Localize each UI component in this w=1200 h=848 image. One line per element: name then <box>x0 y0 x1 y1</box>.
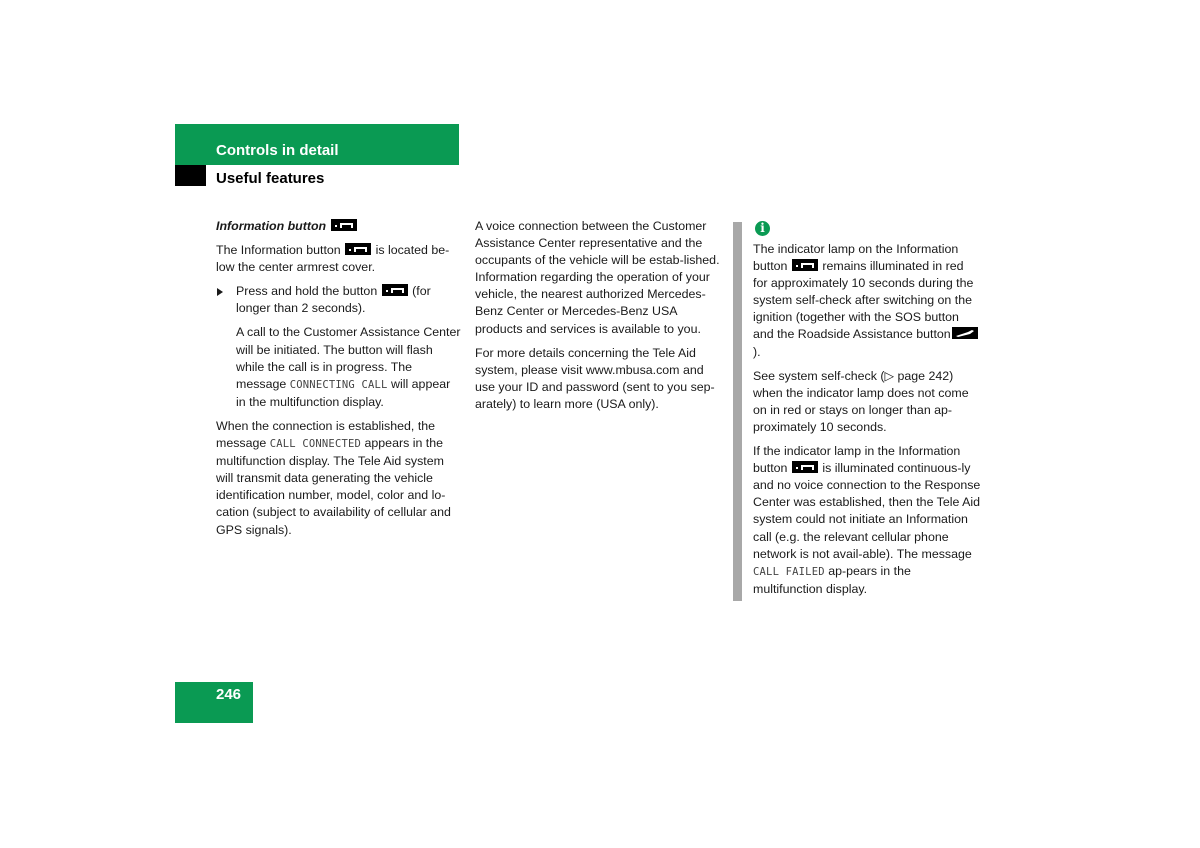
note-sidebar-bar <box>733 222 742 601</box>
bullet-arrow-icon <box>217 288 223 296</box>
text: The Information button <box>216 243 341 258</box>
text: will appear in the multifunction display. <box>236 376 451 409</box>
text: appears in the multifunction display. The Tele Aid system will transmit data generating the vehicle identification number, model, color and lo-cation (subject to availability of cellular and GPS signals). <box>216 436 451 537</box>
note-paragraph-1 <box>753 241 981 361</box>
text: The indicator lamp on the Information button <box>753 242 959 274</box>
information-button-icon <box>345 243 371 255</box>
text: is located be-low the center armrest cover. <box>216 243 450 275</box>
note-box <box>753 241 981 605</box>
text: ). <box>753 344 761 359</box>
section-title: Controls in detail <box>216 142 339 159</box>
roadside-assistance-button-icon <box>952 327 978 339</box>
text: (for longer than 2 seconds). <box>236 284 431 316</box>
column-2 <box>475 218 721 420</box>
text: is illuminated continuous-ly and no voice connection to the Response Center was established, then the Tele Aid system could not initiate an Information call (e.g. the relevant cellular phone network is not avail-able). The message <box>753 461 981 561</box>
column-1 <box>216 218 462 546</box>
instruction-step <box>216 283 462 317</box>
text: If the indicator lamp in the Information button <box>753 444 961 476</box>
connection-paragraph <box>216 418 462 539</box>
instruction-result <box>216 324 462 410</box>
information-button-icon <box>792 461 818 473</box>
voice-connection-paragraph: A voice connection between the Customer Assistance Center representative and the occupants of the vehicle will be estab-lished. Information regarding the operation of your vehicle, the nearest authorized Mercedes-Benz Center or Mercedes-Benz USA products and services is available to you. <box>475 219 720 336</box>
text: When the connection is established, the message <box>216 418 436 451</box>
information-button-icon <box>792 259 818 271</box>
note-paragraph-3 <box>753 443 981 598</box>
page-number-box <box>175 682 253 723</box>
information-button-icon <box>382 284 408 296</box>
heading-row <box>216 218 462 235</box>
subsection-title: Useful features <box>216 170 325 187</box>
display-message: CALL FAILED <box>753 565 825 578</box>
information-button-heading: Information button <box>216 219 327 233</box>
text: ap-pears in the multifunction display. <box>753 563 911 596</box>
display-message: CONNECTING CALL <box>289 378 388 391</box>
display-message: CALL CONNECTED <box>269 438 362 451</box>
text: A call to the Customer Assistance Center will be initiated. The button will flash while the call is in progress. The message <box>236 325 461 391</box>
text: remains illuminated in red for approximately 10 seconds during the system self-check after switching on the ignition (together with the SOS button and the Roadside Assistance button <box>753 259 974 342</box>
subsection-marker <box>175 165 206 186</box>
page-number: 246 <box>216 686 242 703</box>
info-icon: i <box>755 221 770 236</box>
note-paragraph-2: See system self-check (▷ page 242) when the indicator lamp does not come on in red or stays on longer than ap-proximately 10 seconds. <box>753 368 969 434</box>
details-paragraph: For more details concerning the Tele Aid system, please visit www.mbusa.com and use your ID and password (sent to you sep-arately) to learn more (USA only). <box>475 345 715 411</box>
information-button-icon <box>331 219 357 231</box>
text: Press and hold the button <box>236 284 378 299</box>
location-paragraph <box>216 242 462 276</box>
